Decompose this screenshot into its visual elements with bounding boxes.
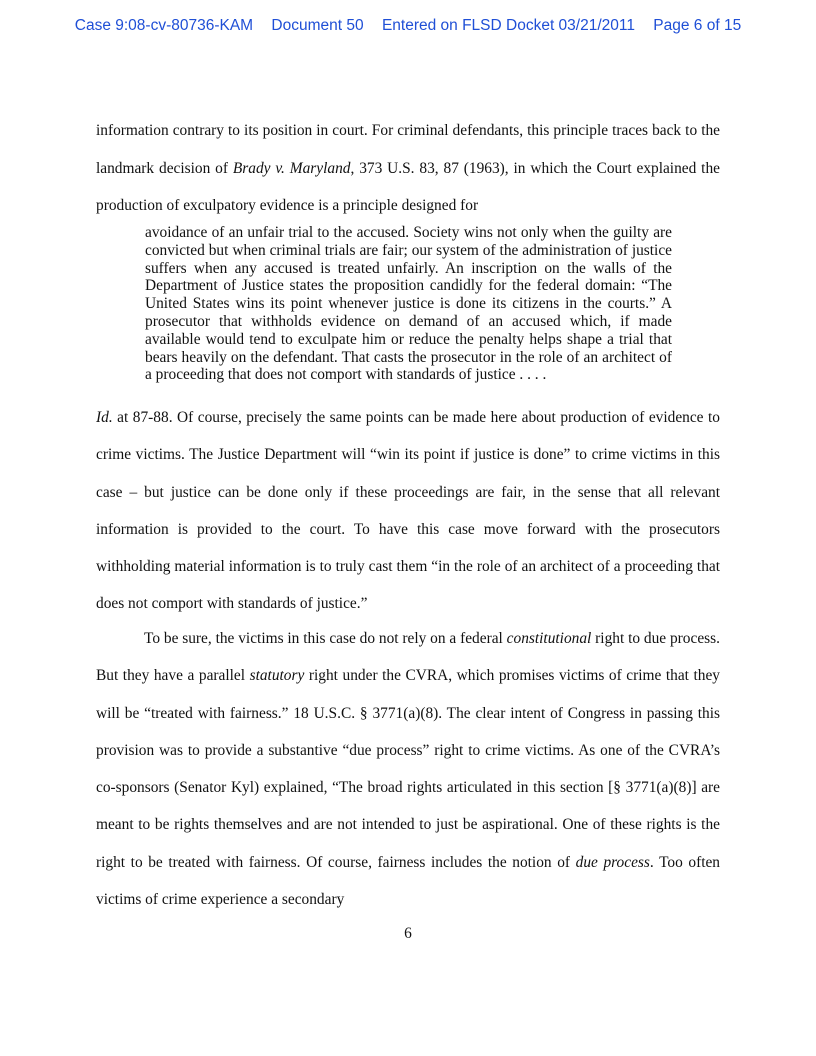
docket-header <box>0 17 816 35</box>
emphasis-constitutional: constitutional <box>506 630 592 647</box>
paragraph-1 <box>96 112 720 225</box>
case-number: Case 9:08-cv-80736-KAM <box>74 17 254 34</box>
paragraph-3-text-b: right to due process. But they have a parallel <box>96 630 720 685</box>
paragraph-1-text-a: information contrary to its position in court. For criminal defendants, this principle traces back to the landmark decision of <box>96 122 720 177</box>
paragraph-2-text: at 87-88. Of course, precisely the same points can be made here about production of evidence to crime victims. The Justice Department will “win its point if justice is done” to crime victims in this case – but justice can be done only if these proceedings are fair, in the sense that all relevant information is provided to the court. To have this case move forward with the prosecutors withholding material information is to truly cast them “in the role of an architect of a proceeding that does not comport with standards of justice.” <box>96 409 720 613</box>
paragraph-3-text-a: To be sure, the victims in this case do not rely on a federal <box>144 630 507 647</box>
case-citation: Brady v. Maryland <box>232 159 351 177</box>
paragraph-3-text-d: . Too often victims of crime experience a secondary <box>96 853 721 909</box>
paragraph-3-text-c: right under the CVRA, which promises victims of crime that they will be “treated with fairness.” 18 U.S.C. § 3771(a)(8). The clear intent of Congress in passing this provision was to provide a substantive “due process” right to crime victims. As one of the CVRA’s co-sponsors (Senator Kyl) explained, “The broad rights articulated in this section [§ 3771(a)(8)] are meant to be rights themselves and are not intended to just be aspirational. One of these rights is the right to be treated with fairness. Of course, fairness includes the notion of <box>96 667 721 871</box>
emphasis-statutory: statutory <box>249 667 305 685</box>
paragraph-3 <box>96 620 720 918</box>
page-number: 6 <box>404 925 412 942</box>
paragraph-2 <box>96 399 720 623</box>
document-number: Document 50 <box>271 17 364 34</box>
emphasis-due-process: due process <box>575 853 650 871</box>
page-indicator: Page 6 of 15 <box>653 17 742 34</box>
id-citation: Id. <box>96 409 113 426</box>
paragraph-1-text-b: , 373 U.S. 83, 87 (1963), in which the Court explained the production of exculpatory evidence is a principle designed for <box>96 159 720 214</box>
block-quote: avoidance of an unfair trial to the accused. Society wins not only when the guilty are convicted but when criminal trials are fair; our system of the administration of justice suffers when any accused is treated unfairly. An inscription on the walls of the Department of Justice states the proposition candidly for the federal domain: “The United States wins its point whenever justice is done its citizens in the courts.” A prosecutor that withholds evidence on demand of an accused which, if made available would tend to exculpate him or reduce the penalty helps shape a trial that bears heavily on the defendant. That casts the prosecutor in the role of an architect of a proceeding that does not comport with standards of justice . . . . <box>145 224 672 384</box>
docket-entry: Entered on FLSD Docket 03/21/2011 <box>381 17 635 34</box>
